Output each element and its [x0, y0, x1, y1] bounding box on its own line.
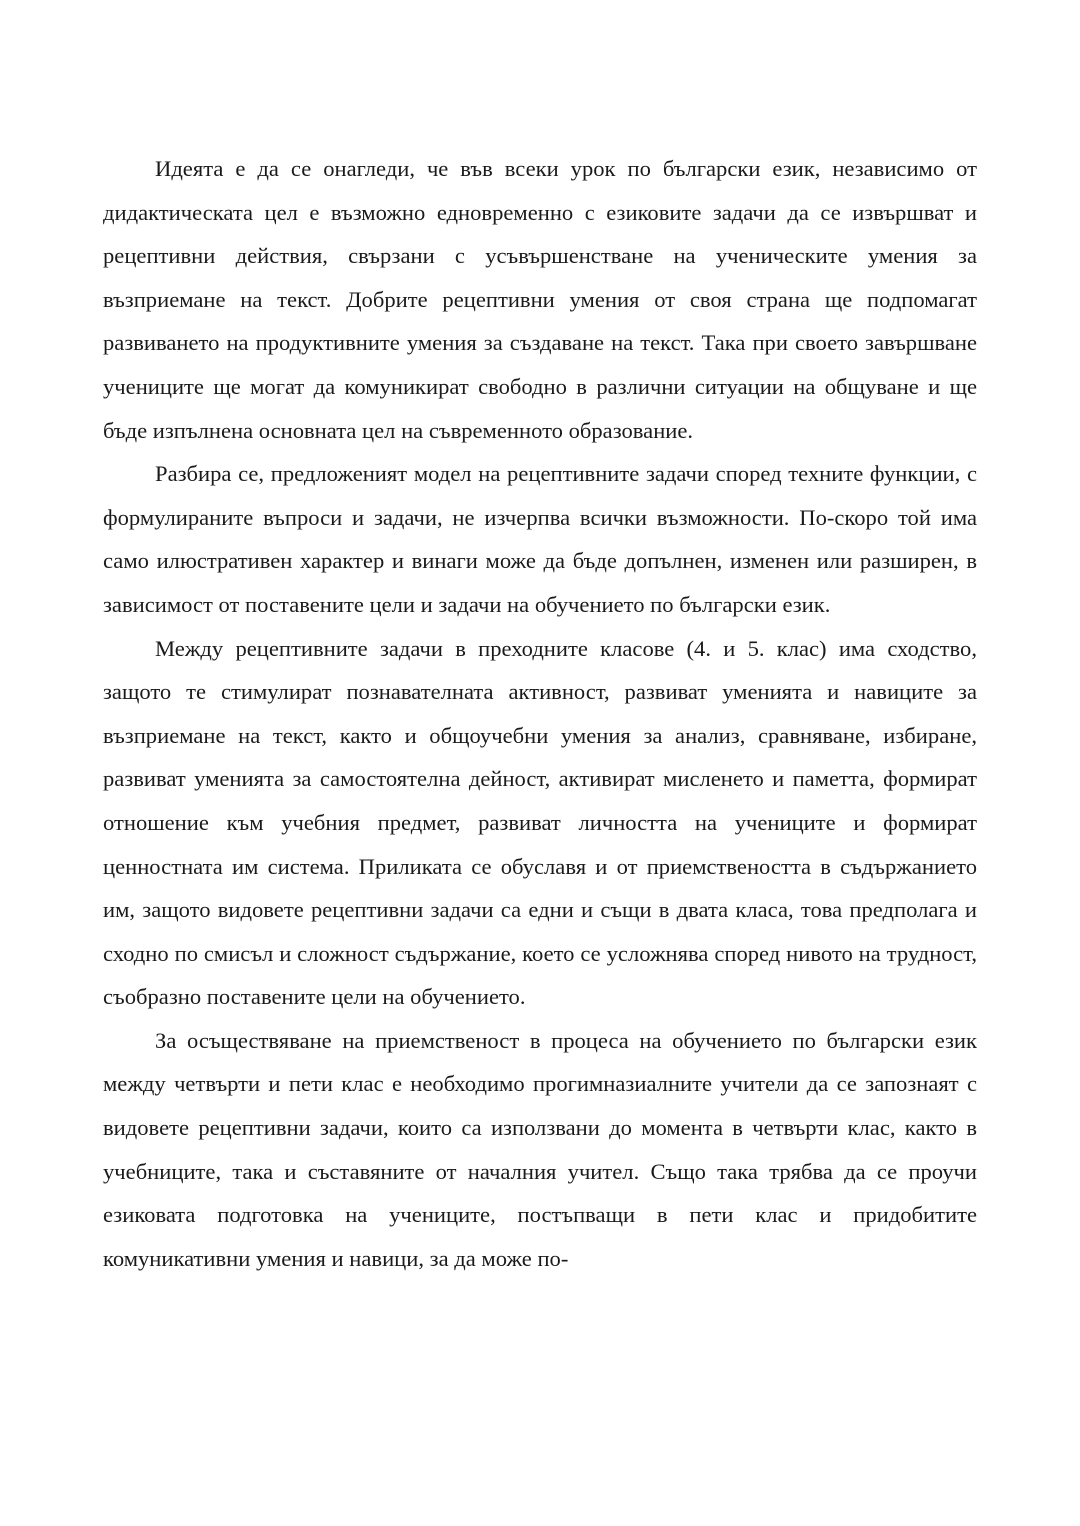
paragraph-2: Разбира се, предложеният модел на рецептивните задачи според техните функции, с формулираните въпроси и задачи, не изчерпва всички възможности. По-скоро той има само илюстративен характер и винаги може да бъде допълнен, изменен или разширен, в зависимост от поставените цели и задачи на обучението по български език. [103, 461, 977, 617]
paragraph-4: За осъществяване на приемственост в процеса на обучението по български език между четвърти и пети клас е необходимо прогимназиалните учители да се запознаят с видовете рецептивни задачи, които са използвани до момента в четвърти клас, както в учебниците, така и съставяните от началния учител. Също така трябва да се проучи езиковата подготовка на учениците, постъпващи в пети клас и придобитите комуникативни умения и навици, за да може по- [103, 1027, 977, 1271]
document-page [103, 147, 977, 1280]
paragraph-3: Между рецептивните задачи в преходните класове (4. и 5. клас) има сходство, защото те стимулират познавателната активност, развиват уменията и навиците за възприемане на текст, както и общоучебни умения за анализ, сравняване, избиране, развиват уменията за самостоятелна дейност, активират мисленето и паметта, формират отношение към учебния предмет, развиват личността на учениците и формират ценностната им система. Приликата се обуславя и от приемствеността в съдържанието им, защото видовете рецептивни задачи са едни и същи в двата класа, това предполага и сходно по смисъл и сложност съдържание, което се усложнява според нивото на трудност, съобразно поставените цели на обучението. [103, 635, 977, 1010]
paragraph-1: Идеята е да се онагледи, че във всеки урок по български език, независимо от дидактическата цел е възможно едновременно с езиковите задачи да се извършват и рецептивни действия, свързани с усъвършенстване на ученическите умения за възприемане на текст. Добрите рецептивни умения от своя страна ще подпомагат развиването на продуктивните умения за създаване на текст. Така при своето завършване учениците ще могат да комуникират свободно в различни ситуации на общуване и ще бъде изпълнена основната цел на съвременното образование. [103, 156, 977, 443]
